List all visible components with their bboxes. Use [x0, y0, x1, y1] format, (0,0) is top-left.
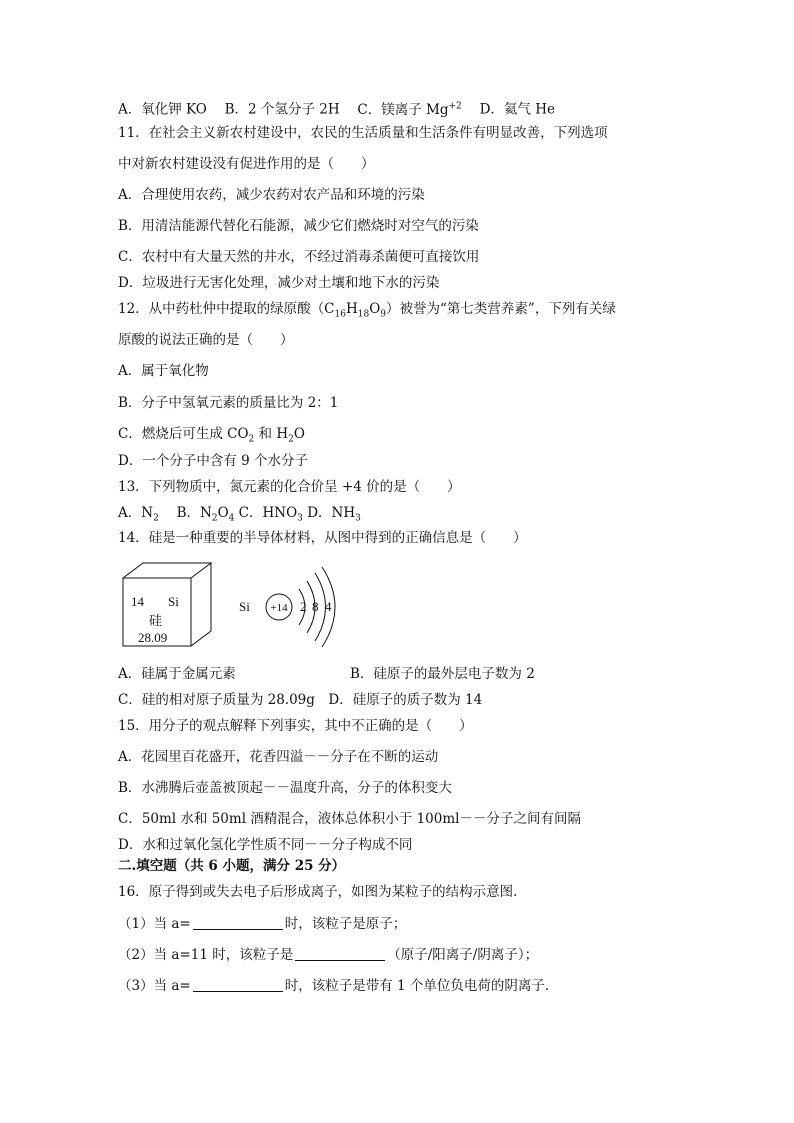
- q16-part-2: （2）当 a=11 时，该粒子是 （原子/阳离子/阴离子）；: [118, 947, 539, 963]
- q13-stem: 13．下列物质中，氮元素的化合价呈 +4 价的是（ ）: [118, 479, 461, 495]
- q15-option-d: D．水和过氧化氢化学性质不同－－分子构成不同: [118, 837, 413, 853]
- q13-option-b: B．$N_2O_4$: [176, 505, 235, 524]
- q14-options-row-1: [118, 665, 535, 683]
- q14-option-b: B．硅原子的最外层电子数为 2: [350, 666, 535, 682]
- q12-option-a: A．属于氧化物: [118, 363, 209, 379]
- q15-stem: 15．用分子的观点解释下列事实，其中不正确的是（ ）: [118, 718, 473, 734]
- shell-electrons-1: 2: [300, 599, 307, 614]
- q16-part-3: （3）当 a= 时，该粒子是带有 1 个单位负电荷的阴离子．: [118, 978, 559, 994]
- q11-option-c: C．农村中有大量天然的井水，不经过消毒杀菌便可直接饮用: [118, 249, 480, 265]
- q10-option-b: B．2 个氢分子 2H: [224, 101, 340, 118]
- q14-option-c: C．硅的相对原子质量为 28.09g: [118, 692, 315, 708]
- q13-option-c: C．$HNO_3$: [238, 505, 303, 524]
- q12-option-b: B．分子中氢氧元素的质量比为 2：1: [118, 395, 339, 411]
- answer-blank-3[interactable]: [193, 978, 283, 992]
- answer-blank-1[interactable]: [193, 916, 283, 930]
- q11-stem-1: 11．在社会主义新农村建设中，农民的生活质量和生活条件有明显改善，下列选项: [118, 125, 608, 141]
- element-mass: 28.09: [138, 630, 168, 645]
- q11-option-b: B．用清洁能源代替化石能源，减少它们燃烧时对空气的污染: [118, 218, 479, 234]
- q10-option-a: A．氧化钾 KO: [118, 101, 207, 118]
- q13-option-a: A．$N_2$: [118, 505, 159, 524]
- element-number: 14: [131, 594, 144, 609]
- q10-options: [118, 97, 555, 119]
- q12-stem-1: 12．从中药杜仲中提取的绿原酸$(C_{16}H_{18}O_9)$被誉为“第七类营养素”，下列有关绿: [118, 301, 616, 320]
- q12-stem-2: 原酸的说法正确的是（ ）: [118, 332, 294, 348]
- q15-option-c: C．50ml 水和 50ml 酒精混合，液体总体积小于 100ml－－分子之间有间隔: [118, 811, 581, 827]
- q12-option-d: D．一个分子中含有 9 个水分子: [118, 453, 308, 469]
- shell-electrons-2: 8: [312, 599, 319, 614]
- q13-options: [118, 504, 361, 528]
- shell-electrons-3: 4: [325, 599, 332, 614]
- element-symbol: Si: [168, 594, 179, 609]
- q15-option-a: A．花园里百花盛开，花香四溢－－分子在不断的运动: [118, 749, 439, 765]
- q10-option-d: D．氦气 He: [479, 101, 555, 118]
- q14-options-row-2: [118, 691, 482, 709]
- silicon-figure: [118, 548, 358, 658]
- q14-stem: 14．硅是一种重要的半导体材料，从图中得到的正确信息是（ ）: [118, 530, 527, 546]
- q16-stem: 16．原子得到或失去电子后形成离子，如图为某粒子的结构示意图．: [118, 884, 527, 900]
- atom-symbol: Si: [239, 599, 250, 614]
- section-2-title: 二.填空题（共 6 小题，满分 25 分）: [118, 858, 346, 874]
- q12-option-c: C．燃烧后可生成 $CO_2$ 和 $H_2O$: [118, 426, 305, 445]
- q15-option-b: B．水沸腾后壶盖被顶起－－温度升高，分子的体积变大: [118, 780, 452, 796]
- q13-option-d: D．$NH_3$: [307, 505, 361, 524]
- q11-option-d: D．垃圾进行无害化处理，减少对土壤和地下水的污染: [118, 275, 440, 291]
- q11-stem-2: 中对新农村建设没有促进作用的是（ ）: [118, 156, 375, 172]
- q14-option-d: D．硅原子的质子数为 14: [328, 692, 483, 708]
- q11-option-a: A．合理使用农药，减少农药对农产品和环境的污染: [118, 187, 425, 203]
- element-name: 硅: [149, 613, 163, 628]
- q14-option-a: A．硅属于金属元素: [118, 666, 236, 682]
- answer-blank-2[interactable]: [295, 947, 385, 961]
- nucleus-charge: +14: [270, 602, 288, 614]
- q10-option-c: C．镁离子 $Mg^{+2}$: [357, 101, 462, 118]
- q16-part-1: （1）当 a= 时，该粒子是原子；: [118, 916, 407, 932]
